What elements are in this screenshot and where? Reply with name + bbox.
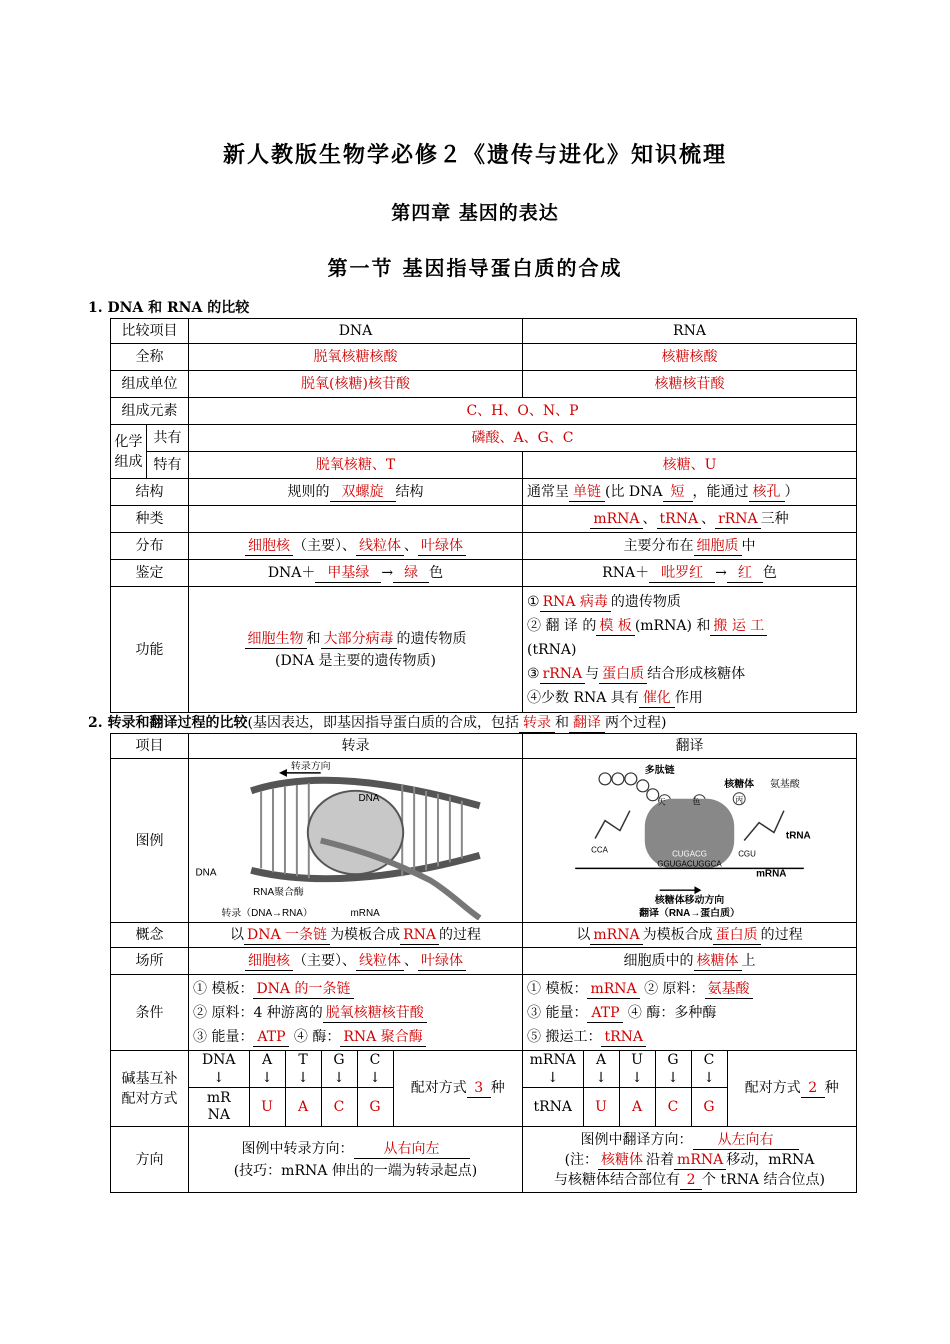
label-cgu: CGU bbox=[738, 849, 756, 859]
row-label-identify: 鉴定 bbox=[111, 560, 189, 587]
dna-distribution bbox=[189, 533, 523, 560]
fill-blank: 细胞生物 bbox=[245, 631, 307, 649]
fill-blank: 2 bbox=[801, 1080, 825, 1098]
translation-conditions bbox=[523, 975, 857, 1051]
pair-base-answer: U bbox=[583, 1088, 619, 1126]
cond-line bbox=[193, 1025, 518, 1049]
label-caption: 转录（DNA→RNA） bbox=[221, 908, 313, 920]
header-transcription: 转录 bbox=[189, 734, 523, 759]
text: 、 bbox=[701, 511, 716, 527]
pair-arrow: ↓ bbox=[583, 1069, 619, 1088]
text: （主要）、 bbox=[293, 953, 356, 969]
amino-label-2: 色 bbox=[692, 797, 701, 807]
label-caption: 翻译（RNA→蛋白质） bbox=[639, 908, 740, 920]
text: 以 bbox=[230, 927, 245, 943]
row-label-pairing: 碱基互补配对方式 bbox=[111, 1051, 189, 1127]
rna-function-3 bbox=[527, 662, 852, 686]
text: ① 模板： bbox=[527, 980, 588, 997]
fill-blank: ATP bbox=[587, 1005, 623, 1023]
fill-blank: 双螺旋 bbox=[330, 484, 396, 502]
header-dna: DNA bbox=[189, 319, 523, 344]
fill-blank: 线粒体 bbox=[356, 538, 404, 556]
row-label-structure: 结构 bbox=[111, 479, 189, 506]
fill-blank: 绿 bbox=[393, 565, 429, 583]
label-polypeptide: 多肽链 bbox=[644, 764, 675, 776]
pair-base: G bbox=[321, 1051, 357, 1069]
rna-function-2b: (tRNA) bbox=[527, 641, 577, 658]
header-translation: 翻译 bbox=[523, 734, 857, 759]
text: 以 bbox=[576, 927, 591, 943]
pair-base-answer: C bbox=[655, 1088, 691, 1126]
pair-count bbox=[727, 1051, 856, 1126]
text: （主要）、 bbox=[293, 538, 356, 554]
fill-blank: 细胞核 bbox=[245, 953, 293, 971]
label-cca: CCA bbox=[591, 845, 608, 855]
text: 色 bbox=[762, 565, 777, 581]
fill-blank: 核孔 bbox=[749, 484, 785, 502]
rna-identify bbox=[523, 560, 857, 587]
pair-arrow: ↓ bbox=[321, 1069, 357, 1088]
fill-blank: 叶绿体 bbox=[418, 953, 466, 971]
dir-line bbox=[527, 1130, 852, 1150]
fill-blank: 核糖体 bbox=[694, 953, 742, 971]
fill-blank: 核糖体 bbox=[598, 1152, 646, 1170]
text: 和 bbox=[306, 630, 321, 647]
fill-blank: mRNA bbox=[674, 1152, 726, 1170]
row-label-unit: 组成单位 bbox=[111, 371, 189, 398]
transcription-concept bbox=[189, 923, 523, 948]
text: → bbox=[715, 565, 727, 581]
cond-line bbox=[193, 1001, 518, 1025]
label-mrna: mRNA bbox=[350, 908, 380, 920]
text: 作用 bbox=[674, 689, 703, 706]
label-amino-acid: 氨基酸 bbox=[769, 778, 800, 790]
transcription-conditions bbox=[189, 975, 523, 1051]
header-rna: RNA bbox=[523, 319, 857, 344]
cond-line bbox=[193, 977, 518, 1001]
label-sequence: GGUGACUGGCA bbox=[657, 859, 722, 869]
text: ） bbox=[784, 484, 799, 500]
text: ① 模板： bbox=[193, 980, 254, 997]
dna-unique: 脱氧核糖、T bbox=[189, 452, 523, 479]
dna-identify bbox=[189, 560, 523, 587]
transcription-diagram bbox=[191, 761, 520, 920]
text: → bbox=[381, 565, 394, 581]
pair-label-top: mRNA bbox=[523, 1051, 583, 1069]
dna-rna-comparison-table bbox=[110, 318, 857, 713]
section-1-heading: 1. DNA 和 RNA 的比较 bbox=[88, 300, 250, 316]
fill-blank: mRNA bbox=[590, 927, 642, 945]
text: 细胞质中的 bbox=[623, 953, 694, 969]
text: ② 翻 译 的 bbox=[527, 617, 597, 634]
rna-distribution bbox=[523, 533, 857, 560]
text: 、 bbox=[642, 511, 657, 527]
transcription-direction bbox=[189, 1127, 523, 1193]
fill-blank: RNA 聚合酶 bbox=[340, 1029, 425, 1047]
fill-blank: 搬 运 工 bbox=[710, 618, 767, 636]
dna-function-note: (DNA 是主要的遗传物质) bbox=[275, 652, 436, 669]
text: 、 bbox=[404, 538, 418, 554]
pair-count bbox=[393, 1051, 522, 1126]
translation-diagram bbox=[525, 761, 854, 920]
label-move: 核糖体移动方向 bbox=[654, 895, 725, 907]
row-label-figure: 图例 bbox=[111, 759, 189, 923]
text: 和 bbox=[554, 715, 569, 731]
row-label-kinds: 种类 bbox=[111, 506, 189, 533]
text: 通常呈 bbox=[527, 484, 569, 500]
fill-blank: mRNA bbox=[587, 981, 639, 999]
transcription-pairing bbox=[189, 1051, 523, 1127]
label-direction: 转录方向 bbox=[290, 761, 331, 772]
text: RNA＋ bbox=[602, 565, 650, 581]
pair-arrow: ↓ bbox=[523, 1069, 583, 1088]
pair-label-bottom: mRNA bbox=[189, 1088, 249, 1126]
text: 沿着 bbox=[646, 1151, 675, 1168]
translation-direction bbox=[523, 1127, 857, 1193]
text: ，能通过 bbox=[692, 484, 749, 500]
text: 主要分布在 bbox=[623, 538, 694, 554]
text: 配对方式 bbox=[410, 1080, 467, 1096]
fill-blank: DNA 一条链 bbox=[244, 927, 330, 945]
text: 移动，mRNA bbox=[726, 1151, 815, 1168]
translation-concept bbox=[523, 923, 857, 948]
fill-blank: 单链 bbox=[569, 484, 605, 502]
rna-function-2 bbox=[527, 614, 852, 638]
pair-label-top: DNA bbox=[189, 1051, 249, 1069]
translation-pair-grid bbox=[523, 1051, 856, 1126]
section-2-heading bbox=[88, 712, 666, 733]
dir-note-1 bbox=[527, 1150, 852, 1170]
text: ④ 酶：多种酶 bbox=[627, 1004, 717, 1021]
text: 的过程 bbox=[438, 927, 481, 943]
transcription-translation-table bbox=[110, 733, 857, 1193]
pair-base: C bbox=[691, 1051, 727, 1069]
row-label-full-name: 全称 bbox=[111, 344, 189, 371]
dir-line bbox=[193, 1138, 518, 1160]
pair-label-bottom: tRNA bbox=[523, 1088, 583, 1126]
text: DNA＋ bbox=[267, 565, 316, 581]
fill-blank: 3 bbox=[467, 1080, 491, 1098]
text: (基因表达，即基因指导蛋白质的合成，包括 bbox=[247, 715, 519, 731]
row-label-unique: 特有 bbox=[147, 452, 189, 479]
dir-note-2 bbox=[527, 1170, 852, 1190]
pair-base-answer: G bbox=[691, 1088, 727, 1126]
fill-blank: RNA 病毒 bbox=[540, 594, 611, 612]
row-label-elements: 组成元素 bbox=[111, 398, 189, 425]
fill-blank: 大部分病毒 bbox=[321, 631, 397, 649]
pair-arrow: ↓ bbox=[357, 1069, 393, 1088]
text: 的遗传物质 bbox=[610, 593, 681, 610]
pair-arrow: ↓ bbox=[189, 1069, 249, 1088]
text: ⑤ 搬运工： bbox=[527, 1028, 602, 1045]
fill-blank: mRNA bbox=[590, 511, 642, 529]
fill-blank: 细胞质 bbox=[694, 538, 742, 556]
text: (注： bbox=[564, 1151, 599, 1168]
pair-base: T bbox=[285, 1051, 321, 1069]
dna-structure bbox=[189, 479, 523, 506]
fill-blank: DNA 的一条链 bbox=[253, 981, 353, 999]
fill-blank: 翻译 bbox=[569, 715, 605, 733]
fill-blank: 细胞核 bbox=[245, 538, 293, 556]
text: 个 tRNA 结合位点) bbox=[702, 1171, 825, 1188]
text: 图例中翻译方向： bbox=[580, 1131, 693, 1148]
fill-blank: 吡罗红 bbox=[649, 565, 715, 583]
text: ③ 能量： bbox=[193, 1028, 254, 1045]
text: 色 bbox=[429, 565, 444, 581]
text: (比 DNA bbox=[605, 484, 663, 500]
text: ④少数 RNA 具有 bbox=[527, 689, 639, 706]
fill-blank: rRNA bbox=[540, 666, 586, 684]
dna-function-line1 bbox=[193, 628, 518, 650]
label-trna: tRNA bbox=[785, 830, 811, 842]
fill-blank: 短 bbox=[663, 484, 693, 502]
fill-blank: tRNA bbox=[657, 511, 702, 529]
label-ribosome: 核糖体 bbox=[724, 778, 755, 790]
label-polymerase: RNA聚合酶 bbox=[253, 887, 304, 899]
rna-unique: 核糖、U bbox=[523, 452, 857, 479]
rna-full-name: 核糖核酸 bbox=[523, 344, 857, 371]
dna-function bbox=[189, 587, 523, 713]
header-item: 比较项目 bbox=[111, 319, 189, 344]
rna-function-4 bbox=[527, 686, 852, 710]
fill-blank: 模 板 bbox=[596, 618, 634, 636]
pair-base: A bbox=[249, 1051, 285, 1069]
pair-arrow: ↓ bbox=[619, 1069, 655, 1088]
label-dna-2: DNA bbox=[195, 867, 217, 879]
dir-tip: (技巧：mRNA 伸出的一端为转录起点) bbox=[233, 1162, 478, 1179]
text: 为模板合成 bbox=[330, 927, 401, 943]
text: 种 bbox=[490, 1080, 505, 1096]
pair-base-answer: C bbox=[321, 1088, 357, 1126]
text: ③ 能量： bbox=[527, 1004, 588, 1021]
rna-unit: 核糖核苷酸 bbox=[523, 371, 857, 398]
text: 的遗传物质 bbox=[396, 630, 467, 647]
row-label-chem: 化学组成 bbox=[111, 425, 147, 479]
header-item: 项目 bbox=[111, 734, 189, 759]
fill-blank: 甲基绿 bbox=[315, 565, 381, 583]
dna-unit: 脱氧(核糖)核苷酸 bbox=[189, 371, 523, 398]
row-label-common: 共有 bbox=[147, 425, 189, 452]
fill-blank: 转录 bbox=[519, 715, 555, 733]
text: 中 bbox=[741, 538, 756, 554]
fill-blank: 线粒体 bbox=[356, 953, 404, 971]
fill-blank: RNA bbox=[400, 927, 439, 945]
pair-base: C bbox=[357, 1051, 393, 1069]
rna-function-1 bbox=[527, 590, 852, 614]
text: 配对方式 bbox=[744, 1080, 801, 1096]
fill-blank: 2 bbox=[680, 1172, 702, 1190]
label-mrna: mRNA bbox=[756, 868, 787, 880]
fill-blank: 从右向左 bbox=[354, 1141, 470, 1159]
common-value: 磷酸、A、G、C bbox=[189, 425, 857, 452]
row-label-direction: 方向 bbox=[111, 1127, 189, 1193]
row-label-distribution: 分布 bbox=[111, 533, 189, 560]
rna-function bbox=[523, 587, 857, 713]
label-dna-1: DNA bbox=[358, 792, 380, 804]
amino-label-3: 丙 bbox=[735, 795, 744, 805]
pair-arrow: ↓ bbox=[249, 1069, 285, 1088]
row-label-conditions: 条件 bbox=[111, 975, 189, 1051]
cond-line bbox=[527, 1001, 852, 1025]
pair-arrow: ↓ bbox=[691, 1069, 727, 1088]
translation-figure bbox=[523, 759, 857, 923]
text: 、 bbox=[404, 953, 418, 969]
text: 上 bbox=[741, 953, 756, 969]
rna-structure bbox=[523, 479, 857, 506]
pair-base-answer: U bbox=[249, 1088, 285, 1126]
text: ① bbox=[527, 593, 540, 610]
text: 2. 转录和翻译过程的比较 bbox=[88, 715, 248, 731]
text: 与 bbox=[585, 665, 600, 682]
text: 结合形成核糖体 bbox=[647, 665, 746, 682]
fill-blank: 氨基酸 bbox=[705, 981, 753, 999]
text: ② 原料：4 种游离的 bbox=[193, 1004, 323, 1021]
pair-base-answer: A bbox=[619, 1088, 655, 1126]
pair-base: G bbox=[655, 1051, 691, 1069]
fill-blank: 蛋白质 bbox=[599, 666, 647, 684]
fill-blank: 叶绿体 bbox=[418, 538, 466, 556]
transcription-place bbox=[189, 948, 523, 975]
row-label-place: 场所 bbox=[111, 948, 189, 975]
fill-blank: tRNA bbox=[601, 1029, 646, 1047]
fill-blank: rRNA bbox=[715, 511, 761, 529]
text: 与核糖体结合部位有 bbox=[554, 1171, 681, 1188]
fill-blank: 红 bbox=[727, 565, 763, 583]
text: 两个过程) bbox=[604, 715, 667, 731]
fill-blank: 蛋白质 bbox=[713, 927, 761, 945]
amino-label-1: 天 bbox=[657, 797, 666, 807]
pair-arrow: ↓ bbox=[285, 1069, 321, 1088]
transcription-figure bbox=[189, 759, 523, 923]
text: 为模板合成 bbox=[642, 927, 713, 943]
translation-pairing bbox=[523, 1051, 857, 1127]
pair-base: U bbox=[619, 1051, 655, 1069]
row-label-concept: 概念 bbox=[111, 923, 189, 948]
pair-arrow: ↓ bbox=[655, 1069, 691, 1088]
main-title: 新人教版生物学必修２《遗传与进化》知识梳理 bbox=[222, 142, 727, 168]
fill-blank: 催化 bbox=[639, 690, 675, 708]
rna-kinds bbox=[523, 506, 857, 533]
text: ③ bbox=[527, 665, 540, 682]
label-codon: CUGACG bbox=[672, 849, 707, 859]
text: 图例中转录方向： bbox=[241, 1140, 354, 1157]
section-title: 第一节 基因指导蛋白质的合成 bbox=[327, 256, 623, 280]
fill-blank: 脱氧核糖核苷酸 bbox=[323, 1005, 427, 1023]
fill-blank: 从左向右 bbox=[693, 1132, 799, 1150]
transcription-pair-grid bbox=[189, 1051, 522, 1126]
fill-blank: ATP bbox=[253, 1029, 289, 1047]
pair-base: A bbox=[583, 1051, 619, 1069]
cond-line bbox=[527, 1025, 852, 1049]
pair-base-answer: G bbox=[357, 1088, 393, 1126]
text: (mRNA) 和 bbox=[634, 617, 711, 634]
text: 种 bbox=[824, 1080, 839, 1096]
cond-line bbox=[527, 977, 852, 1001]
text: ② 原料： bbox=[644, 980, 705, 997]
elements-value: C、H、O、N、P bbox=[189, 398, 857, 425]
text: ④ 酶： bbox=[293, 1028, 341, 1045]
chapter-title: 第四章 基因的表达 bbox=[391, 202, 559, 224]
pair-base-answer: A bbox=[285, 1088, 321, 1126]
text: 的过程 bbox=[760, 927, 803, 943]
translation-place bbox=[523, 948, 857, 975]
row-label-function: 功能 bbox=[111, 587, 189, 713]
text: 规则的 bbox=[287, 484, 330, 500]
dna-kinds-empty bbox=[189, 506, 523, 533]
text: 结构 bbox=[395, 484, 424, 500]
dna-full-name: 脱氧核糖核酸 bbox=[189, 344, 523, 371]
text: 三种 bbox=[760, 511, 789, 527]
